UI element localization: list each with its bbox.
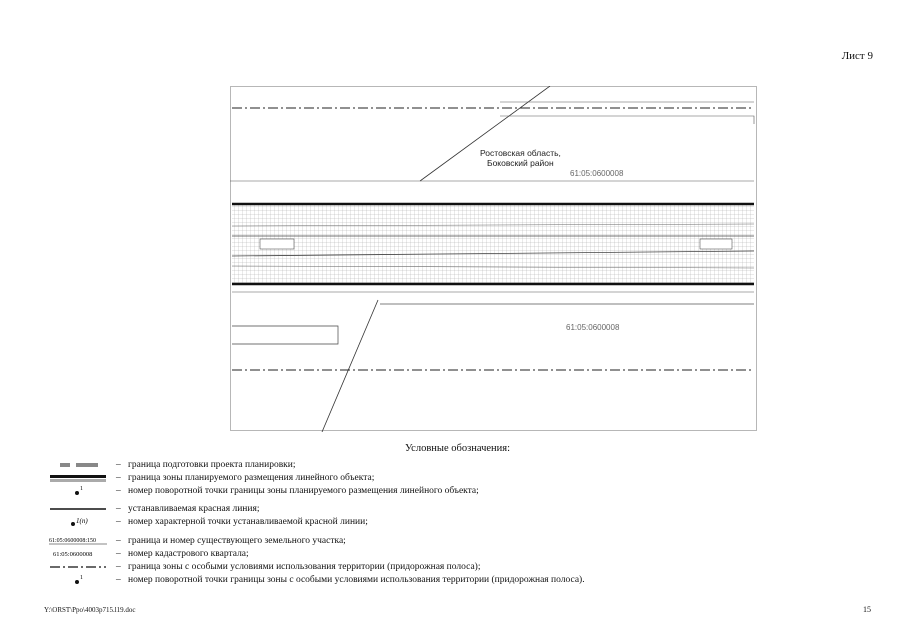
land-plot-icon — [48, 535, 108, 547]
legend-text: номер поворотной точки границы зоны с особыми условиями использования территории (придорожная полоса). — [128, 575, 585, 585]
footer-file-path: Y:\ORST\Ppo\4003p715.l19.doc — [44, 606, 136, 614]
roadside-point-icon — [48, 574, 108, 586]
legend-text: номер характерной точки устанавливаемой красной линии; — [128, 517, 368, 527]
legend-text: граница зоны планируемого размещения линейного объекта; — [128, 473, 375, 483]
legend-text: граница подготовки проекта планировки; — [128, 460, 296, 470]
diagonal-bottom-line — [322, 300, 378, 432]
svg-text:61:05:0600008: 61:05:0600008 — [53, 551, 93, 558]
svg-text:61:05:0600008:150: 61:05:0600008:150 — [49, 538, 97, 544]
map-drawing — [230, 86, 760, 432]
quarter-top-label: 61:05:0600008 — [570, 169, 624, 178]
zone-boundary-icon — [48, 472, 108, 484]
roadside-zone-icon — [48, 561, 108, 573]
region-label-line2: Боковский район — [487, 158, 554, 168]
legend-text: номер поворотной точки границы зоны планируемого размещения линейного объекта; — [128, 486, 479, 496]
page-number: 15 — [863, 605, 871, 614]
svg-text:1: 1 — [80, 486, 83, 492]
road-corridor — [232, 204, 754, 284]
legend-text: граница зоны с особыми условиями использования территории (придорожная полоса); — [128, 562, 481, 572]
red-line-icon — [48, 503, 108, 515]
legend-text: номер кадастрового квартала; — [128, 549, 249, 559]
sheet-label: Лист 9 — [841, 50, 873, 62]
region-label-line1: Ростовская область, — [480, 148, 561, 158]
legend-text: граница и номер существующего земельного участка; — [128, 536, 346, 546]
planning-boundary-icon — [48, 459, 108, 471]
cadastral-quarter-icon — [48, 548, 108, 560]
turn-point-icon — [48, 485, 108, 497]
svg-text:1(n): 1(n) — [76, 517, 88, 525]
legend-text: устанавливаемая красная линия; — [128, 504, 260, 514]
legend-title: Условные обозначения: — [405, 443, 511, 454]
svg-text:1: 1 — [80, 575, 83, 581]
quarter-bottom-label: 61:05:0600008 — [566, 323, 620, 332]
red-line-point-icon — [48, 516, 108, 528]
